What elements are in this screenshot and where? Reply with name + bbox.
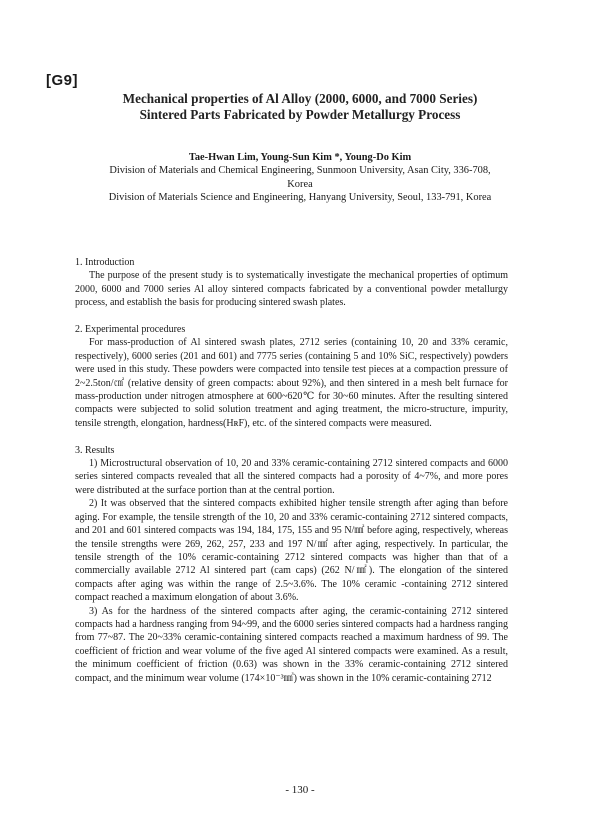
- title-line: Mechanical properties of Al Alloy (2000, 6000, and 7000 Series): [122, 91, 478, 106]
- paper-title: [60, 91, 540, 123]
- section-heading: 3. Results: [75, 444, 115, 456]
- section-paragraph: 1) Microstructural observation of 10, 20 and 33% ceramic-containing 2712 sintered compacts and 6000 series sintered compacts revealed that all the sintered compacts had a porosity of 4~7%, and more pores were distributed at the surface portion than at the central portion.: [75, 458, 508, 496]
- section-results: [75, 444, 508, 685]
- author-block: [60, 151, 540, 205]
- section-heading: 2. Experimental procedures: [75, 324, 186, 336]
- paper-body: [75, 256, 508, 685]
- section-paragraph: For mass-production of Al sintered swash plates, 2712 series (containing 10, 20 and 33% ceramic, respectively), 6000 series (201 and 601) and 7775 series (containing 5 and 10% SiC, respectively) powders were used in this study. These powders were compacted into tensile test pieces at a compaction pressure of 2~2.5ton/㎠ (relative density of green compacts: about 92%), and then sintered in a mesh belt furnace for mass-production under nitrogen atmosphere at 600~620℃ for 30~60 minutes. After the resulting sintered compacts were subjected to solid solution treatment and aging treatment, the micro-structure, impurity, tensile strength, elongation, hardness(HʀF), etc. of the sintered compacts were measured.: [75, 337, 508, 429]
- affiliation-line: Division of Materials Science and Engineering, Hanyang University, Seoul, 133-791, Korea: [108, 192, 492, 204]
- section-paragraph: The purpose of the present study is to systematically investigate the mechanical properties of optimum 2000, 6000 and 7000 series Al alloy sintered compacts fabricated by a conventional powder metallurgy process, and establish the basis for producing sintered swash plates.: [75, 270, 508, 309]
- author-names: Tae-Hwan Lim, Young-Sun Kim *, Young-Do Kim: [188, 152, 412, 163]
- section-heading: 1. Introduction: [75, 257, 135, 268]
- section-introduction: [75, 256, 508, 310]
- affiliation-line: Division of Materials and Chemical Engineering, Sunmoon University, Asan City, 336-708,: [109, 165, 491, 177]
- abstract-tag: [G9]: [46, 72, 78, 89]
- section-experimental: [75, 323, 508, 430]
- section-paragraph: 3) As for the hardness of the sintered compacts after aging, the ceramic-containing 2712 sintered compacts had a hardness ranging from 94~99, and the 6000 series sintered compacts had a hardness ranging from 77~87. The 20~33% ceramic-containing sintered compacts reached a maximum hardness of 99. The coefficient of friction and wear volume of the five aged Al sintered compacts were examined. As a result, the minimum coefficient of friction (0.63) was shown in the 33% ceramic-containing 2712 sintered compact, and the minimum wear volume (174×10⁻³㎣) was shown in the 10% ceramic-containing 2712: [75, 605, 508, 684]
- affiliation-line: Korea: [287, 178, 313, 190]
- page-number: - 130 -: [285, 784, 315, 796]
- section-paragraph: 2) It was observed that the sintered compacts exhibited higher tensile strength after aging than before aging. For example, the tensile strength of the 10, 20 and 33% ceramic-containing 2712 sintered compacts, and 201 and 601 sintered compacts was 194, 184, 175, 155 and 95 N/㎟ before aging, respectively, whereas the tensile strengths were 269, 262, 257, 233 and 197 N/㎟ after aging, respectively. In particular, the tensile strength of the 10% ceramic-containing 2712 sintered compacts was higher than that of a commercially available 2712 Al sintered part (cam caps) (262 N/㎟). The elongation of the sintered compacts after aging was within the range of 2.5~3.6%. The 10% ceramic -containing 2712 sintered compact reached a maximum elongation of about 3.6%.: [75, 498, 508, 604]
- title-line: Sintered Parts Fabricated by Powder Metallurgy Process: [139, 107, 461, 122]
